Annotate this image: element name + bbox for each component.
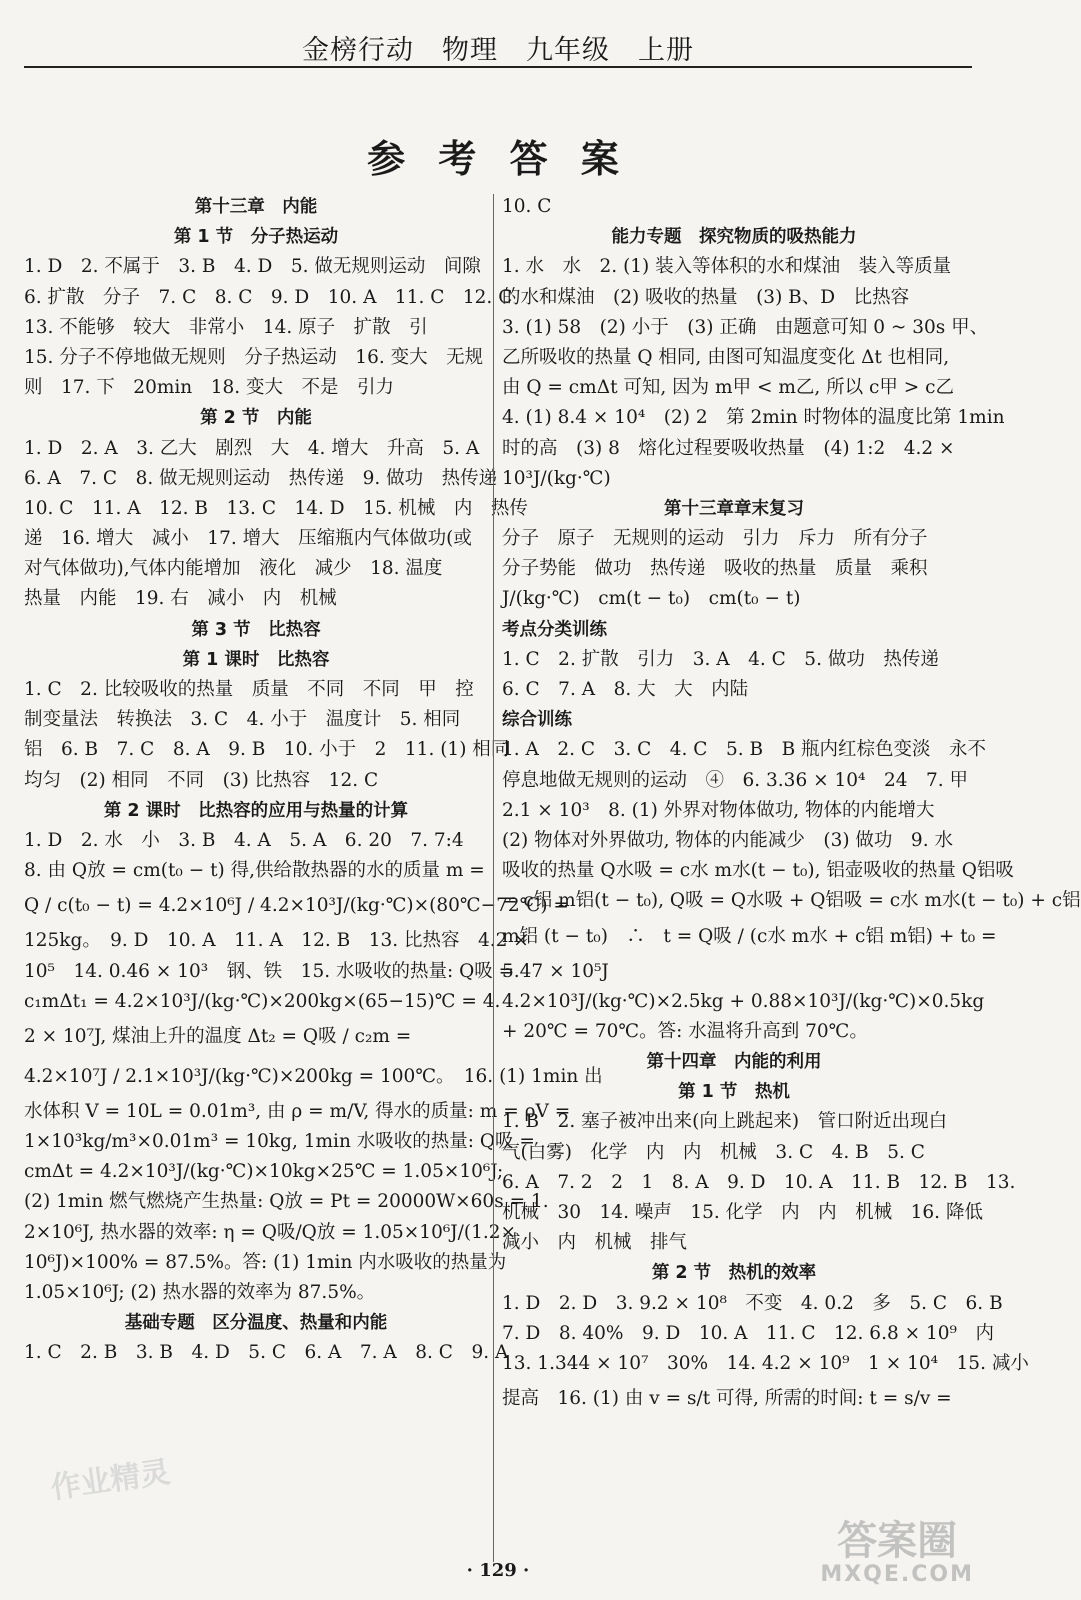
section-heading: 第 3 节 比热容: [191, 619, 321, 640]
answer-line: 10. C: [502, 196, 552, 217]
section-heading: 第 1 节 热机: [678, 1082, 790, 1103]
section-heading: 基础专题 区分温度、热量和内能: [124, 1313, 388, 1334]
page-number: · 129 ·: [466, 1560, 530, 1581]
answer-line: 10⁶J)×100% = 87.5%。答: (1) 1min 内水吸收的热量为: [24, 1251, 507, 1273]
answer-line: 机械 30 14. 噪声 15. 化学 内 内 机械 16. 降低: [502, 1202, 983, 1223]
answer-line: 15. 分子不停地做无规则 分子热运动 16. 变大 无规: [24, 346, 484, 368]
answer-line: 1×10³kg/m³×0.01m³ = 10kg, 1min 水吸收的热量: Q吸 =: [24, 1131, 535, 1153]
answer-line: 7. D 8. 40% 9. D 10. A 11. C 12. 6.8 × 10⁹ 内: [502, 1322, 994, 1344]
answer-line: J/(kg·℃) cm(t − t₀) cm(t₀ − t): [502, 588, 801, 610]
answer-line: 2.1 × 10³ 8. (1) 外界对物体做功, 物体的内能增大: [502, 799, 935, 821]
section-heading: 第 1 节 分子热运动: [173, 227, 339, 248]
answer-line: 由 Q = cmΔt 可知, 因为 m甲 < m乙, 所以 c甲 > c乙: [502, 377, 955, 399]
answer-line: 1. D 2. D 3. 9.2 × 10⁸ 不变 4. 0.2 多 5. C 6. B: [502, 1292, 1003, 1314]
answer-line: 1. C 2. 扩散 引力 3. A 4. C 5. 做功 热传递: [502, 648, 939, 670]
stamp-watermark: 作业精灵: [48, 1454, 173, 1507]
answer-line: 1. C 2. 比较吸收的热量 质量 不同 不同 甲 控: [24, 679, 474, 700]
answer-line: 1. D 2. A 3. 乙大 剧烈 大 4. 增大 升高 5. A: [24, 437, 480, 459]
answer-line: 1. C 2. B 3. B 4. D 5. C 6. A 7. A 8. C 9. A: [24, 1342, 509, 1364]
answer-line: 1.05×10⁶J; (2) 热水器的效率为 87.5%。: [24, 1282, 376, 1303]
answer-line: 水体积 V = 10L = 0.01m³, 由 ρ = m/V, 得水的质量: m = ρV =: [24, 1100, 571, 1122]
answer-line: 13. 1.344 × 10⁷ 30% 14. 4.2 × 10⁹ 1 × 10⁴ 15. 减小: [502, 1352, 1029, 1374]
section-heading: 第 2 节 内能: [200, 408, 312, 429]
site-watermark: [820, 1520, 974, 1587]
answer-line: Q / c(t₀ − t) = 4.2×10⁶J / 4.2×10³J/(kg·℃)×(80℃−72℃) =: [24, 895, 569, 917]
section-heading: 第 2 节 热机的效率: [651, 1263, 817, 1284]
answer-line: 1. D 2. 不属于 3. B 4. D 5. 做无规则运动 间隙: [24, 256, 481, 278]
answer-line: cmΔt = 4.2×10³J/(kg·℃)×10kg×25℃ = 1.05×10⁶J;: [24, 1161, 504, 1183]
section-heading: 第 2 课时 比热容的应用与热量的计算: [103, 800, 409, 821]
watermark-logo-text: 答案圈: [837, 1518, 958, 1564]
right-column: [502, 192, 1081, 1419]
answer-line: 提高 16. (1) 由 v = s/t 可得, 所需的时间: t = s/v =: [502, 1388, 952, 1410]
answer-line: 1. B 2. 塞子被冲出来(向上跳起来) 管口附近出现白: [502, 1111, 948, 1133]
answer-line: 的水和煤油 (2) 吸收的热量 (3) B、D 比热容: [502, 286, 910, 308]
answer-line: 4.2×10⁷J / 2.1×10³J/(kg·℃)×200kg = 100℃。 16. (1) 1min 出: [24, 1065, 603, 1087]
answer-line: m铝 (t − t₀) ∴ t = Q吸 / (c水 m水 + c铝 m铝) + t₀ =: [502, 925, 997, 947]
answer-line: 递 16. 增大 减小 17. 增大 压缩瓶内气体做功(或: [24, 528, 472, 550]
answer-line: 吸收的热量 Q水吸 = c水 m水(t − t₀), 铝壶吸收的热量 Q铝吸: [502, 860, 1014, 882]
answer-line: 10⁵ 14. 0.46 × 10³ 钢、铁 15. 水吸收的热量: Q吸 =: [24, 960, 515, 982]
section-heading: 考点分类训练: [502, 619, 607, 640]
answer-line: 4.2×10³J/(kg·℃)×2.5kg + 0.88×10³J/(kg·℃)×0.5kg: [502, 990, 985, 1012]
answer-line: 6. A 7. C 8. 做无规则运动 热传递 9. 做功 热传递: [24, 467, 498, 489]
answer-line: 10. C 11. A 12. B 13. C 14. D 15. 机械 内 热传: [24, 497, 528, 519]
answer-line: 1. D 2. 水 小 3. B 4. A 5. A 6. 20 7. 7:4: [24, 829, 464, 851]
answer-line: 分子势能 做功 热传递 吸收的热量 质量 乘积: [502, 558, 928, 580]
answer-line: 乙所吸收的热量 Q 相同, 由图可知温度变化 Δt 也相同,: [502, 346, 950, 368]
answer-line: 13. 不能够 较大 非常小 14. 原子 扩散 引: [24, 316, 428, 338]
header-rule: [24, 66, 972, 68]
section-heading: 第十三章章末复习: [664, 498, 804, 519]
answer-line: c₁mΔt₁ = 4.2×10³J/(kg·℃)×200kg×(65−15)℃ = 4.: [24, 990, 501, 1012]
answer-line: 铝 6. B 7. C 8. A 9. B 10. 小于 2 11. (1) 相同: [24, 739, 510, 761]
header-title: 金榜行动 物理 九年级 上册: [302, 35, 694, 66]
answer-line: 2 × 10⁷J, 煤油上升的温度 Δt₂ = Q吸 / c₂m =: [24, 1025, 412, 1047]
answer-line: 热量 内能 19. 右 减小 内 机械: [24, 588, 337, 610]
answer-line: 制变量法 转换法 3. C 4. 小于 温度计 5. 相同: [24, 709, 461, 731]
answer-line: 10³J/(kg·℃): [502, 467, 611, 489]
answer-line: 6. C 7. A 8. 大 大 内陆: [502, 679, 749, 700]
answer-line: 均匀 (2) 相同 不同 (3) 比热容 12. C: [24, 769, 379, 791]
section-heading: 第 1 课时 比热容: [182, 649, 330, 670]
answer-line: 4. (1) 8.4 × 10⁴ (2) 2 第 2min 时物体的温度比第 1min: [502, 407, 1005, 429]
watermark-url: MXQE.COM: [820, 1562, 974, 1587]
answer-line: 则 17. 下 20min 18. 变大 不是 引力: [24, 377, 395, 399]
answer-line: 125kg。 9. D 10. A 11. A 12. B 13. 比热容 4.2 ×: [24, 930, 529, 952]
answer-line: 对气体做功),气体内能增加 液化 减少 18. 温度: [24, 558, 443, 580]
answer-line: 1. A 2. C 3. C 4. C 5. B B 瓶内红棕色变淡 永不: [502, 739, 987, 761]
answer-line: + 20℃ = 70℃。答: 水温将升高到 70℃。: [502, 1020, 868, 1042]
answer-line: 6. 扩散 分子 7. C 8. C 9. D 10. A 11. C 12. C: [24, 286, 513, 308]
answer-line: 气(白雾) 化学 内 内 机械 3. C 4. B 5. C: [502, 1141, 925, 1163]
answer-line: 时的高 (3) 8 熔化过程要吸收热量 (4) 1:2 4.2 ×: [502, 437, 955, 459]
answer-line: 3. (1) 58 (2) 小于 (3) 正确 由题意可知 0 ~ 30s 甲、: [502, 316, 989, 338]
answer-line: 8. 由 Q放 = cm(t₀ − t) 得,供给散热器的水的质量 m =: [24, 860, 485, 882]
section-heading: 第十三章 内能: [194, 197, 318, 217]
answer-line: 1. 水 水 2. (1) 装入等体积的水和煤油 装入等质量: [502, 256, 952, 278]
answer-line: (2) 1min 燃气燃烧产生热量: Q放 = Pt = 20000W×60s = 1.: [24, 1191, 549, 1213]
section-heading: 第十四章 内能的利用: [646, 1052, 822, 1073]
answer-line: 2×10⁶J, 热水器的效率: η = Q吸/Q放 = 1.05×10⁶J/(1.2×: [24, 1221, 517, 1243]
answer-line: = c铝 m铝(t − t₀), Q吸 = Q水吸 + Q铝吸 = c水 m水(t − t₀) + c铝: [502, 890, 1081, 912]
answer-line: 减小 内 机械 排气: [502, 1232, 688, 1254]
column-divider: [493, 194, 494, 1562]
answer-line: 6. A 7. 2 2 1 8. A 9. D 10. A 11. B 12. B 13.: [502, 1171, 1016, 1193]
answer-line: 分子 原子 无规则的运动 引力 斥力 所有分子: [502, 528, 928, 550]
answer-line: 停息地做无规则的运动 ④ 6. 3.36 × 10⁴ 24 7. 甲: [502, 769, 969, 791]
answer-line: (2) 物体对外界做功, 物体的内能减少 (3) 做功 9. 水: [502, 829, 953, 851]
section-heading: 能力专题 探究物质的吸热能力: [611, 227, 857, 248]
answer-line: 5.47 × 10⁵J: [502, 960, 609, 982]
section-heading: 综合训练: [502, 710, 572, 731]
document-title: 参 考 答 案: [367, 136, 629, 181]
